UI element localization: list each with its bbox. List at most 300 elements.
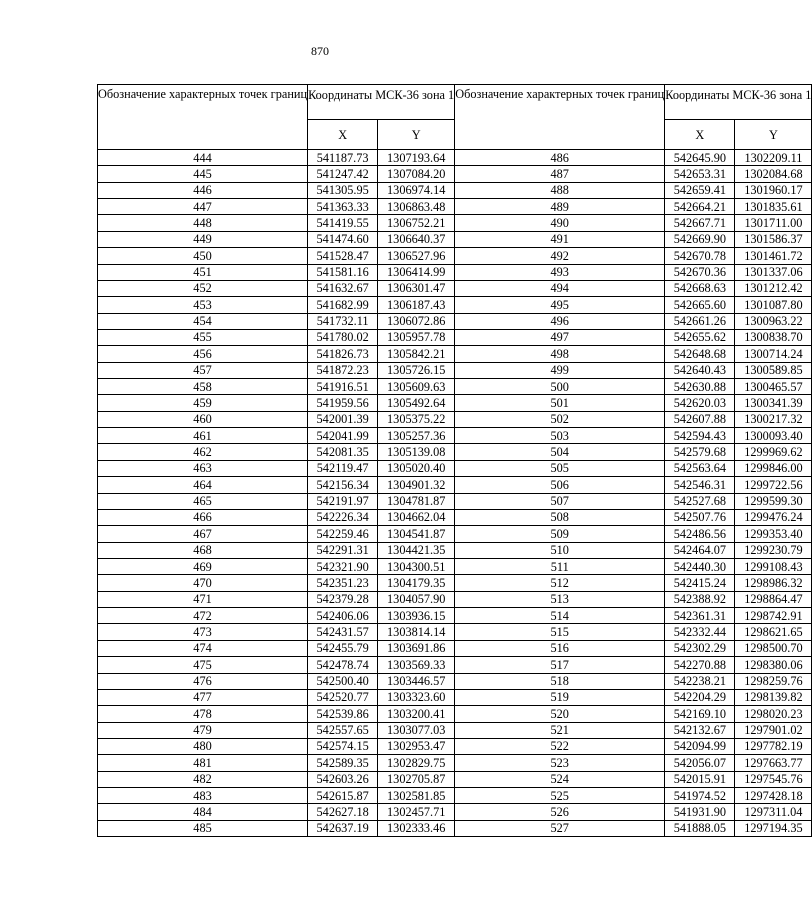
coord-y: 1307193.64 xyxy=(378,150,455,166)
point-id: 481 xyxy=(98,755,308,771)
point-id: 526 xyxy=(455,804,665,820)
coord-x: 542539.86 xyxy=(308,706,378,722)
coord-x: 542637.19 xyxy=(308,820,378,836)
table-row xyxy=(98,526,455,542)
table-row xyxy=(455,411,812,427)
point-id: 505 xyxy=(455,460,665,476)
coord-y: 1301461.72 xyxy=(735,248,812,264)
table-row xyxy=(98,788,455,804)
coord-x: 542661.26 xyxy=(665,313,735,329)
coord-x: 542645.90 xyxy=(665,150,735,166)
table-row xyxy=(455,542,812,558)
coord-x: 542094.99 xyxy=(665,738,735,754)
coordinates-table-right xyxy=(455,84,812,837)
coord-x: 541528.47 xyxy=(308,248,378,264)
coord-x: 542351.23 xyxy=(308,575,378,591)
table-row xyxy=(455,460,812,476)
table-row xyxy=(98,215,455,231)
point-id: 483 xyxy=(98,788,308,804)
point-id: 475 xyxy=(98,657,308,673)
coord-y: 1297194.35 xyxy=(735,820,812,836)
coord-y: 1298259.76 xyxy=(735,673,812,689)
header-y: Y xyxy=(378,120,455,150)
point-id: 457 xyxy=(98,362,308,378)
point-id: 467 xyxy=(98,526,308,542)
coord-x: 542321.90 xyxy=(308,558,378,574)
coord-y: 1303200.41 xyxy=(378,706,455,722)
coord-y: 1300714.24 xyxy=(735,346,812,362)
coord-y: 1301586.37 xyxy=(735,231,812,247)
table-row xyxy=(455,788,812,804)
coord-y: 1300465.57 xyxy=(735,379,812,395)
coord-y: 1306527.96 xyxy=(378,248,455,264)
table-row xyxy=(455,379,812,395)
point-id: 491 xyxy=(455,231,665,247)
coord-x: 541959.56 xyxy=(308,395,378,411)
table-row xyxy=(98,509,455,525)
table-row xyxy=(455,264,812,280)
coord-x: 541474.60 xyxy=(308,231,378,247)
coord-y: 1304662.04 xyxy=(378,509,455,525)
table-row xyxy=(98,657,455,673)
coord-y: 1305020.40 xyxy=(378,460,455,476)
coord-x: 542259.46 xyxy=(308,526,378,542)
point-id: 456 xyxy=(98,346,308,362)
coord-y: 1300217.32 xyxy=(735,411,812,427)
point-id: 520 xyxy=(455,706,665,722)
coord-y: 1307084.20 xyxy=(378,166,455,182)
coord-y: 1304300.51 xyxy=(378,558,455,574)
coord-y: 1298986.32 xyxy=(735,575,812,591)
coord-y: 1306863.48 xyxy=(378,199,455,215)
coord-y: 1302953.47 xyxy=(378,738,455,754)
table-row xyxy=(98,362,455,378)
point-id: 522 xyxy=(455,738,665,754)
point-id: 517 xyxy=(455,657,665,673)
point-id: 474 xyxy=(98,640,308,656)
coord-y: 1300093.40 xyxy=(735,428,812,444)
table-row xyxy=(455,608,812,624)
coord-y: 1298139.82 xyxy=(735,689,812,705)
point-id: 523 xyxy=(455,755,665,771)
coord-x: 541872.23 xyxy=(308,362,378,378)
coord-x: 542527.68 xyxy=(665,493,735,509)
coord-x: 542361.31 xyxy=(665,608,735,624)
point-id: 451 xyxy=(98,264,308,280)
table-row xyxy=(98,199,455,215)
coord-y: 1298621.65 xyxy=(735,624,812,640)
coord-y: 1300838.70 xyxy=(735,329,812,345)
coord-y: 1306187.43 xyxy=(378,297,455,313)
point-id: 496 xyxy=(455,313,665,329)
point-id: 469 xyxy=(98,558,308,574)
coord-x: 542607.88 xyxy=(665,411,735,427)
coord-y: 1299230.79 xyxy=(735,542,812,558)
table-row xyxy=(98,608,455,624)
point-id: 503 xyxy=(455,428,665,444)
point-id: 464 xyxy=(98,477,308,493)
table-row xyxy=(98,395,455,411)
table-row xyxy=(98,231,455,247)
table-row xyxy=(98,624,455,640)
coord-y: 1306072.86 xyxy=(378,313,455,329)
coord-x: 542119.47 xyxy=(308,460,378,476)
table-body-left xyxy=(98,150,455,837)
coord-y: 1305842.21 xyxy=(378,346,455,362)
table-row xyxy=(455,150,812,166)
coord-x: 542455.79 xyxy=(308,640,378,656)
table-row xyxy=(455,313,812,329)
table-row xyxy=(98,444,455,460)
table-row xyxy=(455,362,812,378)
point-id: 521 xyxy=(455,722,665,738)
table-row xyxy=(455,329,812,345)
coord-y: 1302581.85 xyxy=(378,788,455,804)
point-id: 509 xyxy=(455,526,665,542)
coordinates-table-left xyxy=(97,84,455,837)
coord-y: 1297428.18 xyxy=(735,788,812,804)
coord-x: 542670.36 xyxy=(665,264,735,280)
coord-y: 1302829.75 xyxy=(378,755,455,771)
point-id: 510 xyxy=(455,542,665,558)
coord-x: 542620.03 xyxy=(665,395,735,411)
coord-x: 541363.33 xyxy=(308,199,378,215)
coord-x: 542486.56 xyxy=(665,526,735,542)
table-row xyxy=(98,346,455,362)
coord-x: 541888.05 xyxy=(665,820,735,836)
point-id: 452 xyxy=(98,280,308,296)
coord-y: 1302084.68 xyxy=(735,166,812,182)
coord-y: 1301835.61 xyxy=(735,199,812,215)
table-row xyxy=(98,722,455,738)
coord-x: 542291.31 xyxy=(308,542,378,558)
coord-x: 542041.99 xyxy=(308,428,378,444)
point-id: 445 xyxy=(98,166,308,182)
coord-x: 542431.57 xyxy=(308,624,378,640)
point-id: 448 xyxy=(98,215,308,231)
coord-y: 1297901.02 xyxy=(735,722,812,738)
table-row xyxy=(98,313,455,329)
table-row xyxy=(98,264,455,280)
coord-y: 1297311.04 xyxy=(735,804,812,820)
coord-x: 542579.68 xyxy=(665,444,735,460)
coord-x: 542478.74 xyxy=(308,657,378,673)
point-id: 470 xyxy=(98,575,308,591)
table-row xyxy=(98,379,455,395)
coord-y: 1302705.87 xyxy=(378,771,455,787)
coord-y: 1306974.14 xyxy=(378,182,455,198)
coord-y: 1301711.00 xyxy=(735,215,812,231)
point-id: 472 xyxy=(98,608,308,624)
coord-x: 542589.35 xyxy=(308,755,378,771)
coord-x: 542659.41 xyxy=(665,182,735,198)
coord-y: 1305609.63 xyxy=(378,379,455,395)
table-row xyxy=(98,706,455,722)
point-id: 465 xyxy=(98,493,308,509)
coord-y: 1299108.43 xyxy=(735,558,812,574)
coord-x: 542594.43 xyxy=(665,428,735,444)
table-row xyxy=(455,509,812,525)
table-row xyxy=(455,248,812,264)
point-id: 460 xyxy=(98,411,308,427)
table-row xyxy=(98,689,455,705)
point-id: 507 xyxy=(455,493,665,509)
coord-y: 1305726.15 xyxy=(378,362,455,378)
coordinates-tables xyxy=(97,84,812,837)
coord-x: 542056.07 xyxy=(665,755,735,771)
point-id: 495 xyxy=(455,297,665,313)
point-id: 450 xyxy=(98,248,308,264)
point-id: 484 xyxy=(98,804,308,820)
table-row xyxy=(98,820,455,836)
point-id: 463 xyxy=(98,460,308,476)
point-id: 490 xyxy=(455,215,665,231)
coord-x: 542015.91 xyxy=(665,771,735,787)
coord-x: 542546.31 xyxy=(665,477,735,493)
coord-x: 542557.65 xyxy=(308,722,378,738)
coord-y: 1306301.47 xyxy=(378,280,455,296)
coord-y: 1305492.64 xyxy=(378,395,455,411)
table-row xyxy=(98,558,455,574)
coord-x: 542507.76 xyxy=(665,509,735,525)
page-number: 870 xyxy=(311,44,329,58)
point-id: 514 xyxy=(455,608,665,624)
coord-x: 541682.99 xyxy=(308,297,378,313)
coord-y: 1301960.17 xyxy=(735,182,812,198)
table-row xyxy=(98,755,455,771)
point-id: 477 xyxy=(98,689,308,705)
point-id: 473 xyxy=(98,624,308,640)
coord-x: 542406.06 xyxy=(308,608,378,624)
coord-y: 1301087.80 xyxy=(735,297,812,313)
point-id: 486 xyxy=(455,150,665,166)
table-row xyxy=(455,477,812,493)
table-row xyxy=(98,182,455,198)
coord-y: 1303077.03 xyxy=(378,722,455,738)
table-row xyxy=(98,493,455,509)
table-row xyxy=(455,182,812,198)
coord-x: 542669.90 xyxy=(665,231,735,247)
coord-x: 542169.10 xyxy=(665,706,735,722)
table-row xyxy=(455,624,812,640)
coord-x: 542379.28 xyxy=(308,591,378,607)
table-row xyxy=(98,150,455,166)
coord-x: 541916.51 xyxy=(308,379,378,395)
point-id: 511 xyxy=(455,558,665,574)
coord-y: 1304179.35 xyxy=(378,575,455,591)
coord-y: 1299476.24 xyxy=(735,509,812,525)
table-row xyxy=(98,477,455,493)
header-designation: Обозначение характерных точек границ xyxy=(98,85,308,150)
coord-y: 1303691.86 xyxy=(378,640,455,656)
table-row xyxy=(98,166,455,182)
point-id: 471 xyxy=(98,591,308,607)
table-row xyxy=(455,771,812,787)
table-row xyxy=(455,804,812,820)
point-id: 447 xyxy=(98,199,308,215)
table-row xyxy=(455,722,812,738)
coord-x: 542520.77 xyxy=(308,689,378,705)
coord-x: 542332.44 xyxy=(665,624,735,640)
point-id: 515 xyxy=(455,624,665,640)
point-id: 479 xyxy=(98,722,308,738)
point-id: 462 xyxy=(98,444,308,460)
coord-x: 542648.68 xyxy=(665,346,735,362)
coord-x: 542627.18 xyxy=(308,804,378,820)
header-x: X xyxy=(665,120,735,150)
coord-x: 542001.39 xyxy=(308,411,378,427)
table-row xyxy=(98,591,455,607)
coord-x: 542655.62 xyxy=(665,329,735,345)
point-id: 492 xyxy=(455,248,665,264)
coord-x: 542563.64 xyxy=(665,460,735,476)
point-id: 444 xyxy=(98,150,308,166)
point-id: 459 xyxy=(98,395,308,411)
table-row xyxy=(455,591,812,607)
point-id: 488 xyxy=(455,182,665,198)
coord-x: 542630.88 xyxy=(665,379,735,395)
table-row xyxy=(455,346,812,362)
table-row xyxy=(98,738,455,754)
coord-x: 541780.02 xyxy=(308,329,378,345)
coord-y: 1306414.99 xyxy=(378,264,455,280)
coord-y: 1301212.42 xyxy=(735,280,812,296)
point-id: 476 xyxy=(98,673,308,689)
coord-y: 1306640.37 xyxy=(378,231,455,247)
coord-y: 1305375.22 xyxy=(378,411,455,427)
table-row xyxy=(455,755,812,771)
coord-y: 1305957.78 xyxy=(378,329,455,345)
coord-y: 1299353.40 xyxy=(735,526,812,542)
coord-y: 1299722.56 xyxy=(735,477,812,493)
coord-x: 542670.78 xyxy=(665,248,735,264)
coord-x: 541732.11 xyxy=(308,313,378,329)
table-row xyxy=(455,673,812,689)
coord-x: 542640.43 xyxy=(665,362,735,378)
coord-y: 1298742.91 xyxy=(735,608,812,624)
coord-y: 1304057.90 xyxy=(378,591,455,607)
coord-y: 1298500.70 xyxy=(735,640,812,656)
point-id: 468 xyxy=(98,542,308,558)
table-row xyxy=(455,493,812,509)
table-row xyxy=(98,542,455,558)
coord-y: 1303814.14 xyxy=(378,624,455,640)
coord-y: 1301337.06 xyxy=(735,264,812,280)
coord-y: 1297782.19 xyxy=(735,738,812,754)
point-id: 449 xyxy=(98,231,308,247)
point-id: 458 xyxy=(98,379,308,395)
point-id: 487 xyxy=(455,166,665,182)
table-row xyxy=(98,771,455,787)
point-id: 480 xyxy=(98,738,308,754)
coord-x: 542191.97 xyxy=(308,493,378,509)
coord-y: 1298020.23 xyxy=(735,706,812,722)
table-row xyxy=(455,575,812,591)
table-row xyxy=(455,297,812,313)
coord-y: 1303446.57 xyxy=(378,673,455,689)
coord-x: 542081.35 xyxy=(308,444,378,460)
coord-x: 542500.40 xyxy=(308,673,378,689)
point-id: 524 xyxy=(455,771,665,787)
coord-x: 542156.34 xyxy=(308,477,378,493)
coord-x: 541187.73 xyxy=(308,150,378,166)
coord-y: 1304421.35 xyxy=(378,542,455,558)
coord-y: 1304781.87 xyxy=(378,493,455,509)
coord-y: 1303323.60 xyxy=(378,689,455,705)
coord-y: 1302209.11 xyxy=(735,150,812,166)
header-coordinates: Координаты МСК-36 зона 1 xyxy=(308,85,455,120)
table-row xyxy=(455,558,812,574)
coord-x: 541826.73 xyxy=(308,346,378,362)
table-row xyxy=(455,395,812,411)
point-id: 498 xyxy=(455,346,665,362)
point-id: 455 xyxy=(98,329,308,345)
table-row xyxy=(455,428,812,444)
header-coordinates: Координаты МСК-36 зона 1 xyxy=(665,85,812,120)
coord-y: 1299599.30 xyxy=(735,493,812,509)
coord-x: 542615.87 xyxy=(308,788,378,804)
coord-y: 1304541.87 xyxy=(378,526,455,542)
table-row xyxy=(455,166,812,182)
point-id: 508 xyxy=(455,509,665,525)
coord-y: 1302333.46 xyxy=(378,820,455,836)
point-id: 502 xyxy=(455,411,665,427)
point-id: 518 xyxy=(455,673,665,689)
point-id: 446 xyxy=(98,182,308,198)
coord-x: 541931.90 xyxy=(665,804,735,820)
coord-x: 542665.60 xyxy=(665,297,735,313)
coord-y: 1299969.62 xyxy=(735,444,812,460)
coord-y: 1305257.36 xyxy=(378,428,455,444)
coord-x: 542204.29 xyxy=(665,689,735,705)
point-id: 497 xyxy=(455,329,665,345)
point-id: 519 xyxy=(455,689,665,705)
table-row xyxy=(455,706,812,722)
point-id: 494 xyxy=(455,280,665,296)
table-row xyxy=(98,248,455,264)
table-row xyxy=(98,804,455,820)
point-id: 453 xyxy=(98,297,308,313)
coord-x: 542302.29 xyxy=(665,640,735,656)
point-id: 461 xyxy=(98,428,308,444)
point-id: 485 xyxy=(98,820,308,836)
coord-x: 542440.30 xyxy=(665,558,735,574)
coord-y: 1299846.00 xyxy=(735,460,812,476)
point-id: 504 xyxy=(455,444,665,460)
coord-y: 1304901.32 xyxy=(378,477,455,493)
coord-x: 542464.07 xyxy=(665,542,735,558)
point-id: 499 xyxy=(455,362,665,378)
point-id: 489 xyxy=(455,199,665,215)
point-id: 454 xyxy=(98,313,308,329)
header-x: X xyxy=(308,120,378,150)
point-id: 493 xyxy=(455,264,665,280)
table-row xyxy=(455,820,812,836)
coord-x: 542653.31 xyxy=(665,166,735,182)
coord-y: 1302457.71 xyxy=(378,804,455,820)
table-row xyxy=(98,411,455,427)
coord-y: 1305139.08 xyxy=(378,444,455,460)
table-row xyxy=(98,673,455,689)
coord-x: 542415.24 xyxy=(665,575,735,591)
coord-x: 542388.92 xyxy=(665,591,735,607)
coord-y: 1297545.76 xyxy=(735,771,812,787)
point-id: 478 xyxy=(98,706,308,722)
coord-y: 1298380.06 xyxy=(735,657,812,673)
table-row xyxy=(455,280,812,296)
table-row xyxy=(455,657,812,673)
coord-x: 542603.26 xyxy=(308,771,378,787)
